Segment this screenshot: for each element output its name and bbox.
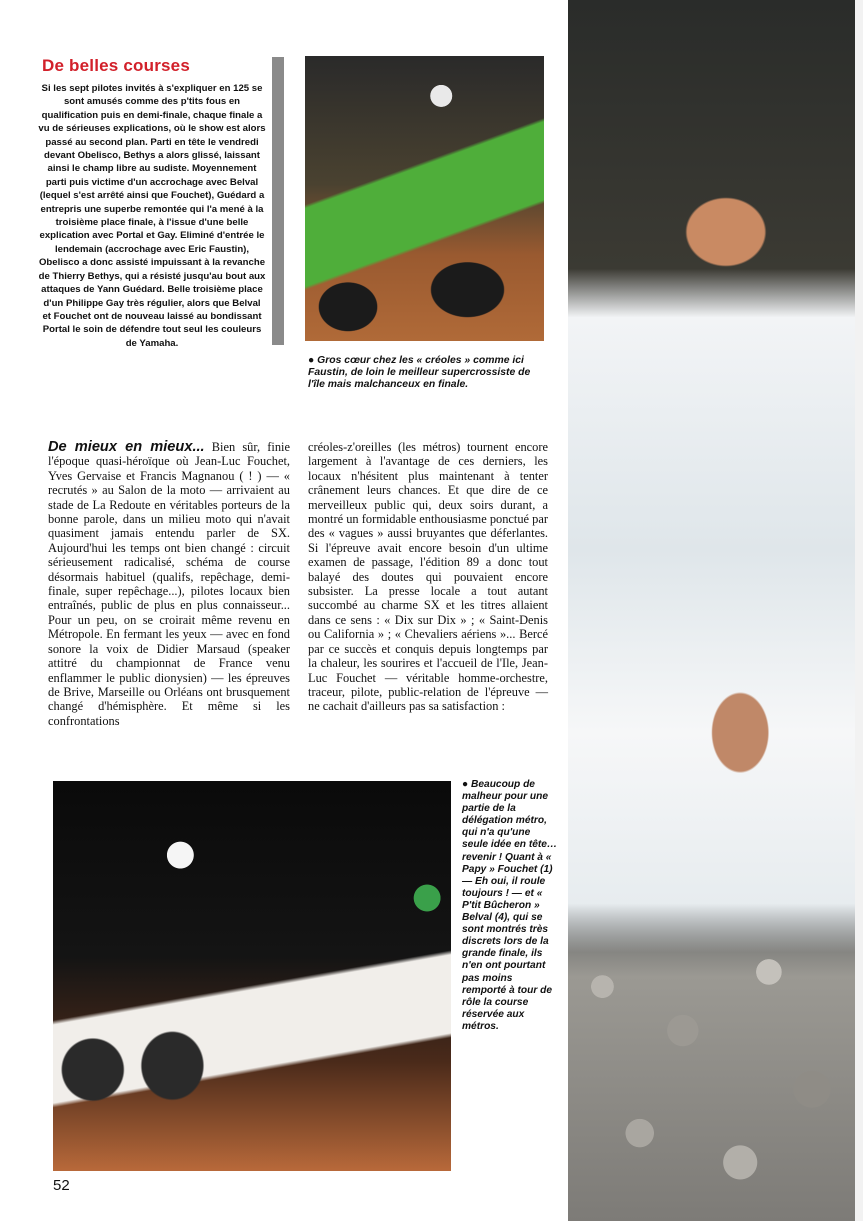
night-race-photo	[53, 781, 451, 1171]
article-column-left	[48, 440, 290, 728]
waterfall-photo	[568, 0, 855, 1221]
photo-caption-bottom	[462, 779, 558, 1033]
article-body-left: Bien sûr, finie l'époque quasi-héroïque où Jean-Luc Fouchet, Yves Gervaise et Francis Magnanou ( ! ) — « recrutés » au Salon de la moto — arrivaient au stade de La Redoute en véritables porteurs de la bonne parole, dans un milieu moto qui n'avait quasiment jamais entendu parler de SX. Aujourd'hui les temps ont bien changé : circuit sérieusement radicalisé, schéma de course désormais habituel (qualifs, repêchage, demi-finale, super repêchage...), pilotes locaux bien entraînés, public de plus en plus connaisseur... Pour un peu, on se croirait même revenu en Métropole. En fermant les yeux — avec en fond sonore la voix de Didier Marsaud (speaker attitré du championnat de France venu enflammer le public dionysien) — les épreuves de Brive, Marseille ou Orléans ont brusquement changé d'hémisphère. Et même si les confrontations	[48, 440, 290, 728]
article-column-right: créoles-z'oreilles (les métros) tournent encore largement à l'avantage de ces derniers, les locaux n'hésitent plus maintenant à tenter crânement leurs chances. Et que dire de ce merveilleux public qui, deux soirs durant, a montré un formidable enthousiasme ponctué par des « vagues » aussi bruyantes que déferlantes. Si l'épreuve avait encore besoin d'un ultime examen de passage, l'édition 89 a donc tout balayé des doutes qui pouvaient encore subsister. La presse locale a tout autant succombé au charme SX et les titres allaient dans ce sens : « Dix sur Dix » ; « Saint-Denis ou California » ; « Chevaliers aériens »... Bercé par ce succès et conquis depuis longtemps par la chaleur, les sourires et l'accueil de l'Ile, Jean-Luc Fouchet — véritable homme-orchestre, traceur, pilote, public-relation de l'épreuve — ne cachait d'ailleurs pas sa satisfaction :	[308, 440, 548, 714]
bullet-icon: ●	[308, 355, 315, 366]
sidebar-title: De belles courses	[42, 56, 190, 75]
caption-bottom-text: Beaucoup de malheur pour une partie de la délégation métro, qui n'a qu'une seule idée en tête… revenir ! Quant à « Papy » Fouchet (1) — Eh oui, il roule toujours ! — et « P'tit Bûcheron » Belval (4), qui se sont montrés très discrets lors de la grande finale, ils n'en ont pourtant pas moins remporté à tour de rôle la course réservée aux métros.	[462, 779, 558, 1032]
page-number: 52	[53, 1177, 70, 1194]
caption-top-text: Gros cœur chez les « créoles » comme ici Faustin, de loin le meilleur supercrossiste de l'île mais malchanceux en finale.	[308, 355, 531, 391]
page-edge	[855, 0, 863, 1221]
sidebar-text: Si les sept pilotes invités à s'expliquer en 125 se sont amusés comme des p'tits fous en qualification puis en demi-finale, chaque finale a vu de sérieuses explications, où le show est alors passé au second plan. Parti en tête le vendredi devant Obelisco, Bethys a alors glissé, laissant ainsi le champ libre au sudiste. Moyennement parti puis victime d'un accrochage avec Belval (lequel s'est arrêté ainsi que Fouchet), Guédard a entrepris une superbe remontée qui l'a mené à la troisième place finale, à l'issue d'une belle explication avec Portal et Gay. Eliminé d'entrée le lendemain (accrochage avec Eric Faustin), Obelisco a donc assisté impuissant à la revanche de Thierry Bethys, qui a résisté jusqu'au bout aux attaques de Yann Guédard. Belle troisième place d'un Philippe Gay très régulier, alors que Belval et Fouchet ont de nouveau laissé au bondissant Portal le soin de défendre tout seul les couleurs de Yamaha.	[38, 83, 266, 349]
sidebar-divider	[272, 57, 284, 345]
article-lead: De mieux en mieux...	[48, 439, 205, 455]
bullet-icon: ●	[462, 779, 469, 790]
photo-caption-top	[308, 355, 548, 392]
motocross-rider-photo	[305, 56, 544, 341]
